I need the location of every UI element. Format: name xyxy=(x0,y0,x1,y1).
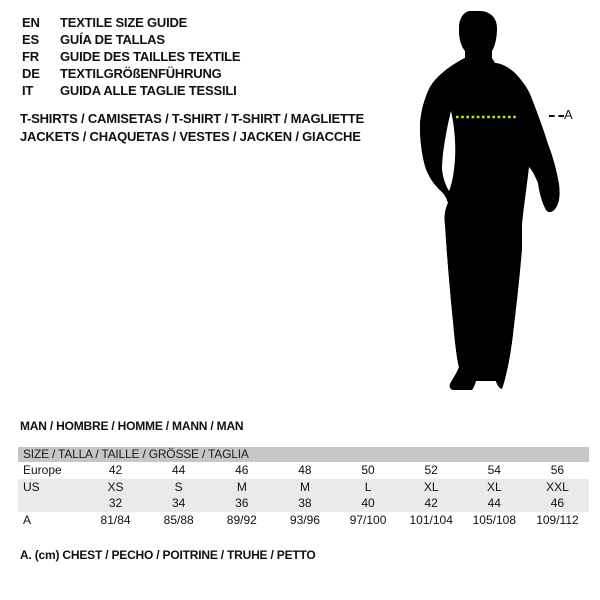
table-cell: 46 xyxy=(550,496,565,510)
size-table-body xyxy=(18,462,589,528)
measure-connector-dashes xyxy=(549,115,564,117)
category-list xyxy=(20,110,364,146)
table-cell: 34 xyxy=(172,496,186,510)
measurement-footnote: A. (cm) CHEST / PECHO / POITRINE / TRUHE / PETTO xyxy=(20,548,316,562)
table-cell: XL xyxy=(423,479,439,494)
language-title: TEXTILGRÖßENFÜHRUNG xyxy=(60,66,222,81)
table-row xyxy=(18,479,589,496)
table-cell: 54 xyxy=(487,463,501,477)
row-label: A xyxy=(23,512,32,527)
language-row xyxy=(22,31,240,48)
language-row xyxy=(22,48,240,65)
row-label xyxy=(18,495,84,512)
language-title: TEXTILE SIZE GUIDE xyxy=(60,15,188,30)
language-code: ES xyxy=(22,32,39,47)
table-cell: S xyxy=(174,479,183,494)
table-cell: XXL xyxy=(546,479,569,494)
table-cell: 93/96 xyxy=(289,512,320,527)
size-table-header: SIZE / TALLA / TAILLE / GRÖSSE / TAGLIA xyxy=(18,447,589,462)
row-label: Europe xyxy=(23,463,62,477)
table-section-title: MAN / HOMBRE / HOMME / MANN / MAN xyxy=(20,419,244,433)
language-code: IT xyxy=(22,83,34,98)
table-row xyxy=(18,512,589,529)
table-cell: 40 xyxy=(361,496,375,510)
table-row xyxy=(18,462,589,479)
table-cell: 105/108 xyxy=(472,512,516,527)
row-label: US xyxy=(23,479,40,494)
table-cell: 89/92 xyxy=(226,512,257,527)
table-cell: 85/88 xyxy=(163,512,194,527)
language-title: GUIDE DES TAILLES TEXTILE xyxy=(60,49,241,64)
table-cell: 42 xyxy=(424,496,438,510)
table-cell: L xyxy=(364,479,372,494)
table-cell: 42 xyxy=(108,463,123,477)
table-cell: 46 xyxy=(235,463,249,477)
table-cell: 52 xyxy=(424,463,438,477)
language-title: GUIDA ALLE TAGLIE TESSILI xyxy=(60,83,237,98)
language-code: DE xyxy=(22,66,40,81)
table-cell: 56 xyxy=(550,463,565,477)
measure-point-label: A xyxy=(564,107,573,122)
table-cell: XS xyxy=(107,479,124,494)
table-cell: 48 xyxy=(298,463,312,477)
language-list xyxy=(22,14,240,99)
table-cell: 32 xyxy=(108,496,123,510)
language-row xyxy=(22,65,240,82)
table-cell: XL xyxy=(486,479,502,494)
language-row xyxy=(22,82,240,99)
table-cell: 109/112 xyxy=(536,512,579,527)
language-code: EN xyxy=(22,15,40,30)
language-code: FR xyxy=(22,49,39,64)
table-row xyxy=(18,495,589,512)
category-line-jackets: JACKETS / CHAQUETAS / VESTES / JACKEN / GIACCHE xyxy=(20,129,361,144)
table-cell: 101/104 xyxy=(409,512,453,527)
table-cell: M xyxy=(236,479,247,494)
table-cell: M xyxy=(299,479,310,494)
table-cell: 50 xyxy=(361,463,375,477)
man-silhouette-figure xyxy=(418,9,568,391)
figure-area xyxy=(418,9,588,391)
man-silhouette-outline xyxy=(420,11,560,390)
language-row xyxy=(22,14,240,31)
table-cell: 81/84 xyxy=(100,512,131,527)
table-cell: 44 xyxy=(487,496,501,510)
table-cell: 97/100 xyxy=(349,512,387,527)
table-cell: 36 xyxy=(235,496,249,510)
language-title: GUÍA DE TALLAS xyxy=(60,32,165,47)
table-cell: 38 xyxy=(298,496,312,510)
category-line-tshirts: T-SHIRTS / CAMISETAS / T-SHIRT / T-SHIRT / MAGLIETTE xyxy=(20,111,364,126)
size-table xyxy=(18,447,589,528)
table-cell: 44 xyxy=(172,463,186,477)
